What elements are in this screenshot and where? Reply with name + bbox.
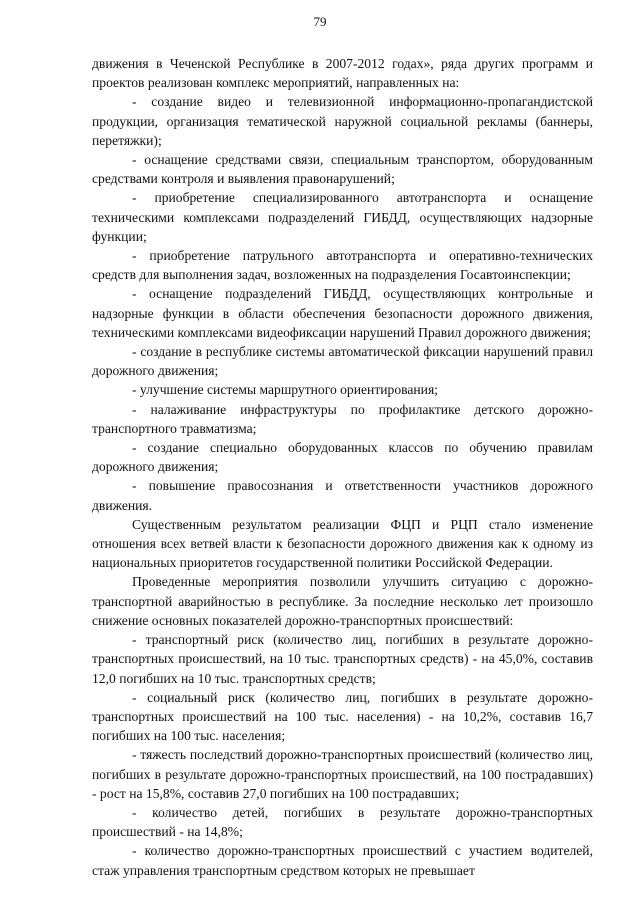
list-item-child-injury-prevention: - налаживание инфраструктуры по профилактике детского дорожно-транспортного травматизма; [92, 401, 593, 436]
list-item-social-risk: - социальный риск (количество лиц, погибших в результате дорожно-транспортных происшествий на 100 тыс. населения) - на 10,2%, составив 16,7 погибших на 100 тыс. населения; [92, 689, 593, 744]
list-item-automatic-fixation-system: - создание в республике системы автоматической фиксации нарушений правил дорожного движения; [92, 344, 593, 379]
list-item-video-production: - создание видео и телевизионной информационно-пропагандистской продукции, организация тематической наружной социальной рекламы (баннеры, перетяжки); [92, 94, 593, 148]
paragraph-intro: движения в Чеченской Республике в 2007-2012 годах», ряда других программ и проектов реализован комплекс мероприятий, направленных на: [92, 56, 593, 91]
list-item-transport-risk: - транспортный риск (количество лиц, погибших в результате дорожно-транспортных происшествий, на 10 тыс. транспортных средств) - на 45,0%, составив 12,0 погибших на 10 тыс. транспортных средств; [92, 632, 593, 686]
document-body [92, 54, 593, 880]
paragraph-improvement: Проведенные мероприятия позволили улучшить ситуацию с дорожно-транспортной аварийностью в республике. За последние несколько лет произошло снижение основных показателей дорожно-транспортных происшествий: [92, 574, 593, 628]
list-item-child-deaths: - количество детей, погибших в результате дорожно-транспортных происшествий - на 14,8%; [92, 804, 593, 840]
list-item-specialized-vehicles: - приобретение специализированного автотранспорта и оснащение техническими комплексами подразделений ГИБДД, осуществляющих надзорные функции; [92, 190, 593, 244]
list-item-video-recording-complexes: - оснащение подразделений ГИБДД, осуществляющих контрольные и надзорные функции в области обеспечения безопасности дорожного движения, техническими комплексами видеофиксации нарушений Правил дорожного движения; [92, 286, 593, 340]
page-number: 79 [313, 14, 327, 29]
list-item-severity: - тяжесть последствий дорожно-транспортных происшествий (количество лиц, погибших в результате дорожно-транспортных происшествий, на 100 пострадавших) - рост на 15,8%, составив 27,0 погибших на 100 пострадавших; [92, 747, 593, 801]
list-item-route-orientation: - улучшение системы маршрутного ориентирования; [132, 382, 438, 398]
paragraph-result: Существенным результатом реализации ФЦП и РЦП стало изменение отношения всех ветвей власти к безопасности дорожного движения как к одному из национальных приоритетов государственной политики Российской Федерации. [92, 516, 593, 571]
list-item-training-classes: - создание специально оборудованных классов по обучению правилам дорожного движения; [92, 440, 593, 475]
list-item-patrol-vehicles: - приобретение патрульного автотранспорта и оперативно-технических средств для выполнения задач, возложенных на подразделения Госавтоинспекции; [92, 248, 593, 283]
list-item-legal-awareness: - повышение правосознания и ответственности участников дорожного движения. [92, 478, 593, 513]
list-item-novice-drivers: - количество дорожно-транспортных происшествий с участием водителей, стаж управления транспортным средством которых не превышает [92, 843, 593, 878]
list-item-communication-equipment: - оснащение средствами связи, специальным транспортом, оборудованным средствами контроля и выявления правонарушений; [92, 152, 593, 187]
